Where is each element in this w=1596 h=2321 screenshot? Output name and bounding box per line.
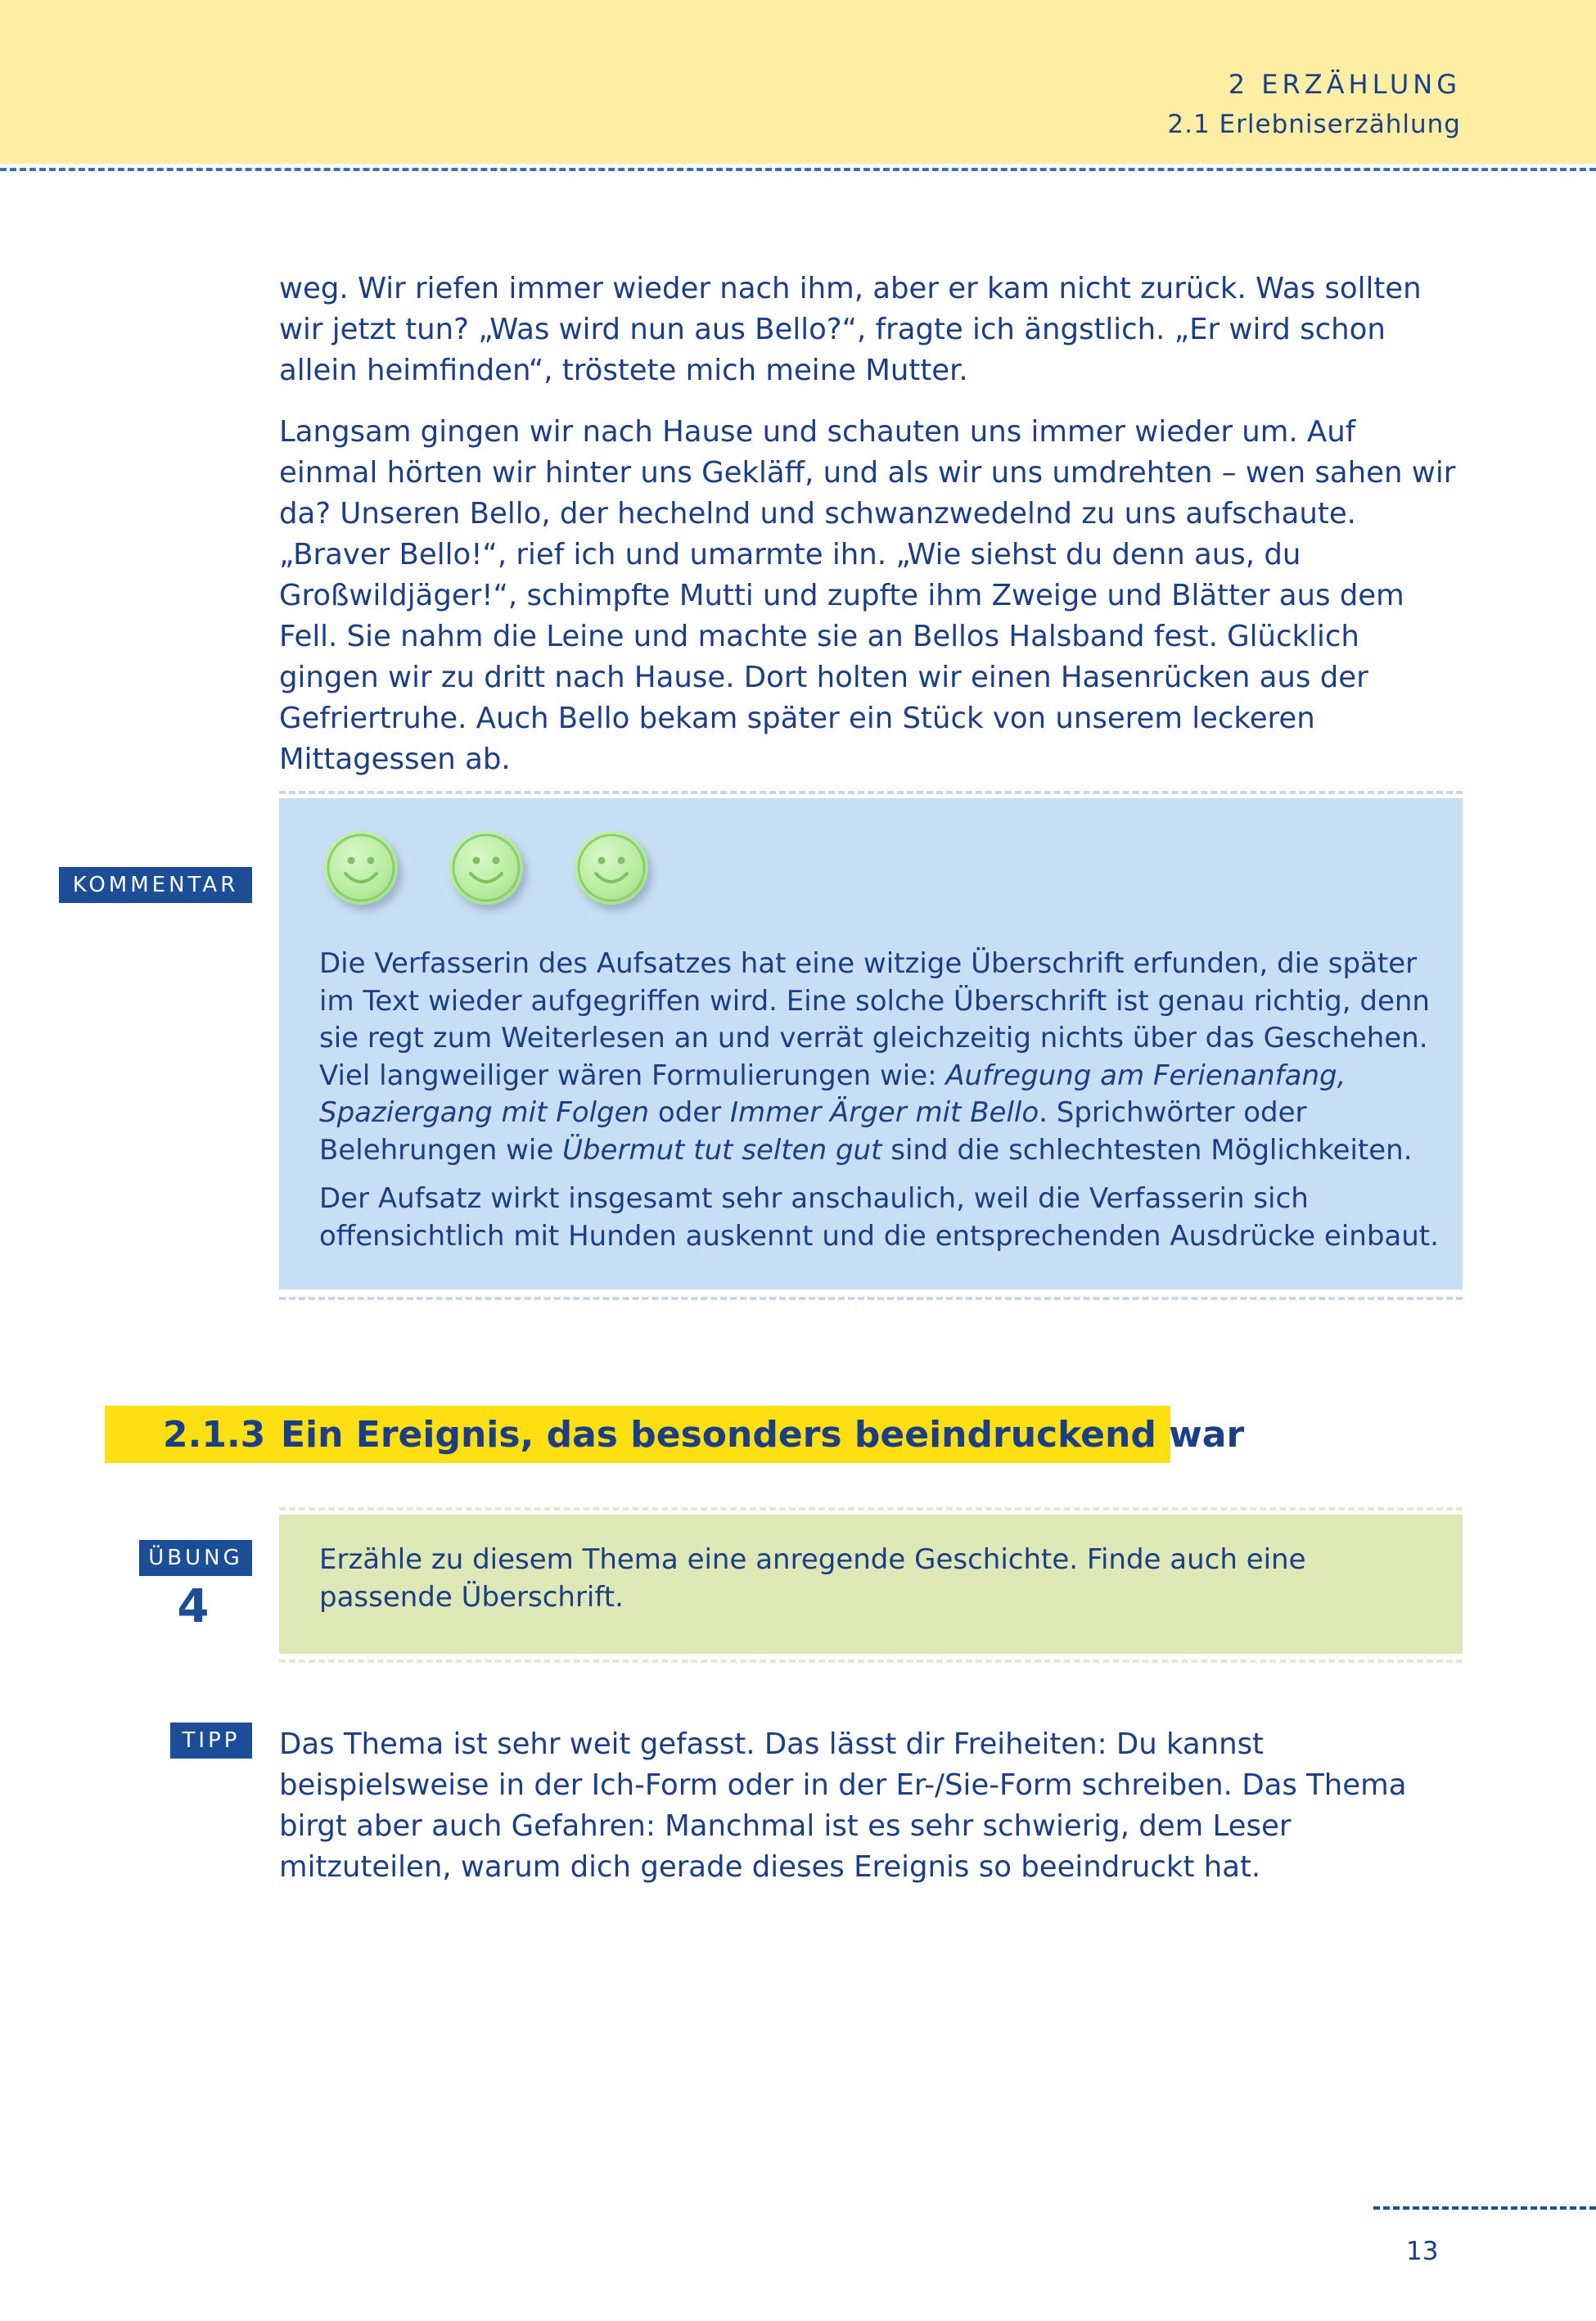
kommentar-paragraph-2: Der Aufsatz wirkt insgesamt sehr anschaulich, weil die Verfasserin sich offensichtlich mit Hunden auskennt und die entsprechenden Ausdrücke einbaut. [319,1182,1439,1253]
story-paragraph-2: Langsam gingen wir nach Hause und schauten uns immer wieder um. Auf einmal hörten wir hinter uns Gekläff, und als wir uns umdrehten – wen sahen wir da? Unseren Bello, der hechelnd und schwanzwedelnd zu uns aufschaute. „Braver Bello!“, rief ich und umarmte ihn. „Wie siehst du denn aus, du Großwildjäger!“, schimpfte Mutti und zupfte ihm Zweige und Blätter aus dem Fell. Sie nahm die Leine und machte sie an Bellos Halsband fest. Glücklich gingen wir zu dritt nach Hause. Dort holten wir einen Hasenrücken aus der Gefriertruhe. Auch Bello bekam später ein Stück von unserem leckeren Mittagessen ab. [279,415,1456,776]
kommentar-paragraph-1 [319,946,1440,1169]
section-heading-title: Ein Ereignis, das besonders beeindruckend war [281,1414,1245,1456]
uebung-text: Erzähle zu diesem Thema eine anregende Geschichte. Finde auch eine passende Überschrift. [319,1543,1306,1614]
page-number: 13 [1406,2237,1439,2266]
smiley-icon [449,831,523,905]
uebung-bottom-divider [279,1659,1463,1663]
tipp-text: Das Thema ist sehr weit gefasst. Das lässt dir Freiheiten: Du kannst beispielsweise in der Ich-Form oder in der Er-/Sie-Form schreiben. Das Thema birgt aber auch Gefahren: Manchmal ist es sehr schwierig, dem Leser mitzuteilen, warum dich gerade dieses Ereignis so beeindruckt hat. [279,1727,1407,1884]
kommentar-text: sind die schlechtesten Möglichkeiten. [881,1133,1413,1167]
uebung-label: ÜBUNG [139,1540,252,1576]
section-title: 2.1 Erlebniserzählung [1167,110,1461,139]
header-divider [0,168,1596,171]
section-heading-number: 2.1.3 [163,1414,266,1456]
footer-divider [1373,2206,1596,2210]
chapter-title: 2 ERZÄHLUNG [1228,69,1461,100]
kommentar-text: oder [649,1096,731,1129]
tipp-label: TIPP [170,1723,252,1759]
example-proverb: Übermut tut selten gut [562,1133,882,1167]
uebung-number: 4 [177,1580,210,1633]
kommentar-text: Die Verfasserin des Aufsatzes hat eine witzige Überschrift erfunden, die später im Text wieder aufgegriffen wird. Eine solche Überschrift ist genau richtig, denn sie regt zum Weiterlesen an und verrät gleichzeitig nichts über das Geschehen. Viel langweiliger wären Formulierungen wie: [319,947,1430,1092]
story-paragraph-1: weg. Wir riefen immer wieder nach ihm, aber er kam nicht zurück. Was sollten wir jetzt tun? „Was wird nun aus Bello?“, fragte ich ängstlich. „Er wird schon allein heimfinden“, tröstete mich meine Mutter. [279,272,1422,387]
kommentar-bottom-divider [279,1297,1463,1300]
example-title: Immer Ärger mit Bello [730,1096,1039,1129]
kommentar-top-divider [279,791,1463,794]
kommentar-label: KOMMENTAR [59,867,252,903]
kommentar-text: . Sprichwörter oder Belehrungen wie [319,1096,1307,1167]
smiley-icon [324,831,398,905]
uebung-top-divider [279,1507,1463,1510]
example-title: Aufregung am Ferienanfang, Spaziergang mit Folgen [319,1059,1346,1129]
smiley-icon [575,831,648,905]
